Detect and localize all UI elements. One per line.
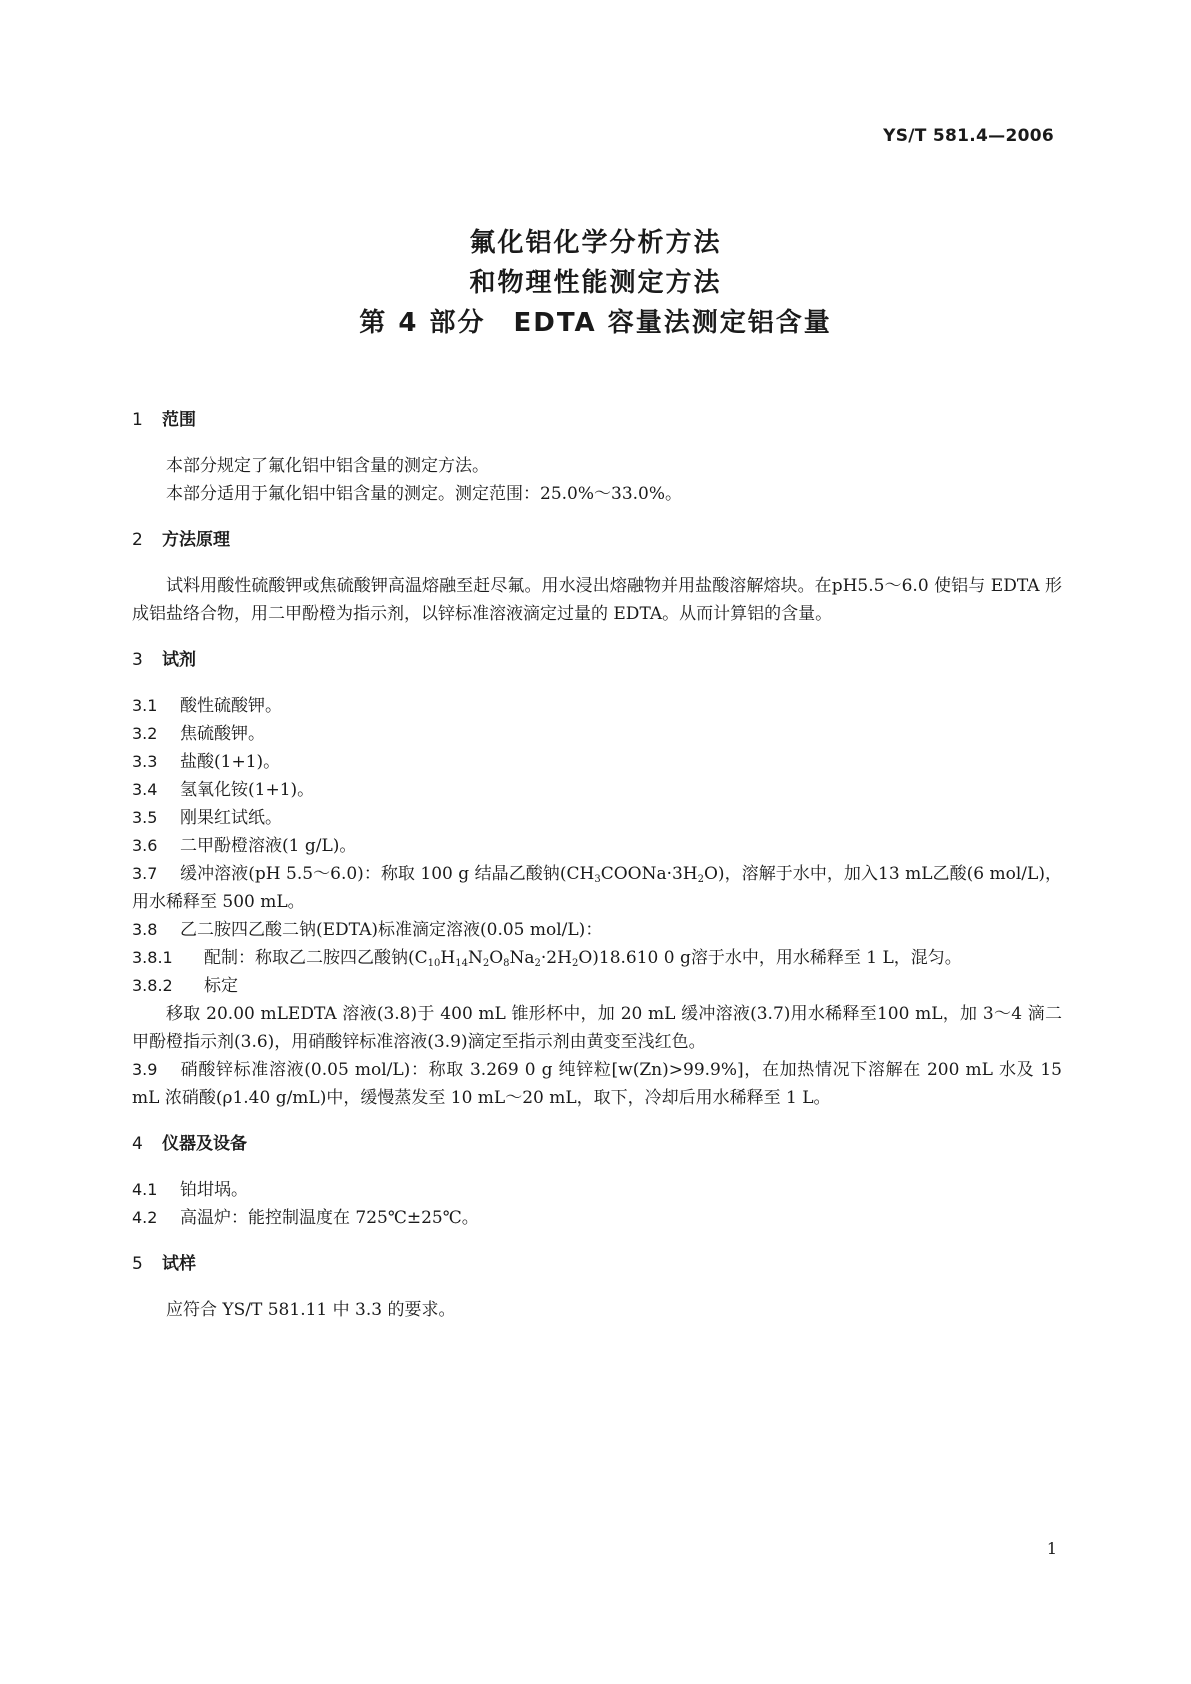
item-text: N — [467, 948, 483, 968]
section-number: 3 — [132, 650, 143, 670]
item-number: 4.2 — [132, 1208, 158, 1227]
scope-paragraphs — [132, 452, 1062, 508]
section-title: 方法原理 — [162, 530, 230, 550]
item-number: 3.5 — [132, 808, 158, 827]
principle-paragraphs — [132, 572, 1062, 628]
item-text: 高温炉：能控制温度在 725℃±25℃。 — [180, 1208, 479, 1228]
section-heading-apparatus — [132, 1130, 1062, 1158]
paragraph: 试料用酸性硫酸钾或焦硫酸钾高温熔融至赶尽氟。用水浸出熔融物并用盐酸溶解熔块。在pH5.5～6.0 使铝与 EDTA 形成铝盐络合物，用二甲酚橙为指示剂，以锌标准溶液滴定过量的 EDTA。从而计算铝的含量。 — [132, 576, 1062, 624]
subscript: 14 — [455, 958, 468, 969]
list-item — [132, 804, 1062, 832]
item-text: 乙二胺四乙酸二钠(EDTA)标准滴定溶液(0.05 mol/L)： — [180, 920, 603, 940]
section-heading-sample — [132, 1250, 1062, 1278]
subscript: 2 — [571, 958, 579, 969]
item-number: 3.9 — [132, 1060, 158, 1079]
item-text: 缓冲溶液(pH 5.5～6.0)：称取 100 g 结晶乙酸钠(CH — [180, 864, 595, 884]
list-item — [132, 1056, 1062, 1112]
subscript: 2 — [482, 958, 490, 969]
list-item — [132, 720, 1062, 748]
subscript: 8 — [503, 958, 510, 969]
item-number: 3.6 — [132, 836, 158, 855]
document-body — [132, 406, 1062, 1342]
item-number: 3.1 — [132, 696, 158, 715]
section-heading-principle — [132, 526, 1062, 554]
paragraph: 应符合 YS/T 581.11 中 3.3 的要求。 — [166, 1300, 456, 1320]
section-number: 2 — [132, 530, 143, 550]
section-title: 仪器及设备 — [162, 1134, 247, 1154]
item-number: 3.8.1 — [132, 948, 173, 967]
title-line-3: 第 4 部分 EDTA 容量法测定铝含量 — [359, 308, 832, 338]
paragraph: 本部分适用于氟化铝中铝含量的测定。测定范围：25.0%～33.0%。 — [166, 484, 683, 504]
sample-paragraphs — [132, 1296, 1062, 1324]
apparatus-list — [132, 1176, 1062, 1232]
subscript: 2 — [534, 958, 541, 969]
list-item — [132, 916, 1062, 944]
section-title: 范围 — [162, 410, 196, 430]
list-item — [132, 860, 1062, 916]
list-item — [132, 972, 1062, 1000]
item-number: 3.2 — [132, 724, 158, 743]
list-item — [132, 776, 1062, 804]
item-text: 酸性硫酸钾。 — [180, 696, 282, 716]
item-number: 3.3 — [132, 752, 158, 771]
item-text: Na — [509, 948, 535, 968]
list-item — [132, 692, 1062, 720]
item-text: 二甲酚橙溶液(1 g/L)。 — [180, 836, 357, 856]
item-text: 焦硫酸钾。 — [180, 724, 265, 744]
item-text: 氢氧化铵(1+1)。 — [180, 780, 315, 800]
section-title: 试剂 — [162, 650, 196, 670]
list-item — [132, 832, 1062, 860]
page-number: 1 — [1046, 1539, 1057, 1558]
item-text: 配制：称取乙二胺四乙酸钠(C — [204, 948, 428, 968]
item-number: 3.8.2 — [132, 976, 173, 995]
paragraph: 本部分规定了氟化铝中铝含量的测定方法。 — [166, 456, 489, 476]
item-number: 3.4 — [132, 780, 158, 799]
item-text: COONa·3H — [600, 864, 698, 884]
section-heading-reagents — [132, 646, 1062, 674]
document-title — [0, 223, 1191, 343]
item-text: 盐酸(1+1)。 — [180, 752, 281, 772]
list-item — [132, 748, 1062, 776]
list-item — [132, 944, 1062, 972]
standard-code: YS/T 581.4—2006 — [883, 126, 1054, 146]
section-heading-scope — [132, 406, 1062, 434]
item-text: H — [440, 948, 456, 968]
item-text: O)，溶解于水中，加入13 mL乙酸(6 mol/L)，用水稀释至 500 mL。 — [132, 864, 1062, 912]
item-number: 3.7 — [132, 864, 158, 883]
item-text: O)18.610 0 g溶于水中，用水稀释至 1 L，混匀。 — [578, 948, 962, 968]
item-text: O — [489, 948, 504, 968]
item-number: 4.1 — [132, 1180, 158, 1199]
list-item — [132, 1176, 1062, 1204]
section-title: 试样 — [162, 1254, 196, 1274]
item-number: 3.8 — [132, 920, 158, 939]
item-text: 硝酸锌标准溶液(0.05 mol/L)：称取 3.269 0 g 纯锌粒[w(Zn)>99.9%]，在加热情况下溶解在 200 mL 水及 15 mL 浓硝酸(ρ1.40 g/mL)中，缓慢蒸发至 10 mL～20 mL，取下，冷却后用水稀释至 1 L。 — [132, 1060, 1062, 1108]
section-number: 1 — [132, 410, 143, 430]
item-text: 铂坩埚。 — [180, 1180, 248, 1200]
paragraph: 移取 20.00 mLEDTA 溶液(3.8)于 400 mL 锥形杯中，加 20 mL 缓冲溶液(3.7)用水稀释至100 mL，加 3～4 滴二甲酚橙指示剂(3.6)，用硝酸锌标准溶液(3.9)滴定至指示剂由黄变至浅红色。 — [132, 1004, 1062, 1052]
reagent-list — [132, 692, 1062, 1112]
subscript: 2 — [697, 874, 704, 885]
section-number: 4 — [132, 1134, 143, 1154]
title-line-1: 氟化铝化学分析方法 — [469, 228, 722, 258]
subscript: 3 — [594, 874, 601, 885]
item-text: 标定 — [204, 976, 238, 996]
section-number: 5 — [132, 1254, 143, 1274]
list-item — [132, 1204, 1062, 1232]
subscript: 10 — [427, 958, 441, 969]
item-text: ·2H — [540, 948, 572, 968]
title-line-2: 和物理性能测定方法 — [469, 268, 722, 298]
item-text: 刚果红试纸。 — [180, 808, 282, 828]
